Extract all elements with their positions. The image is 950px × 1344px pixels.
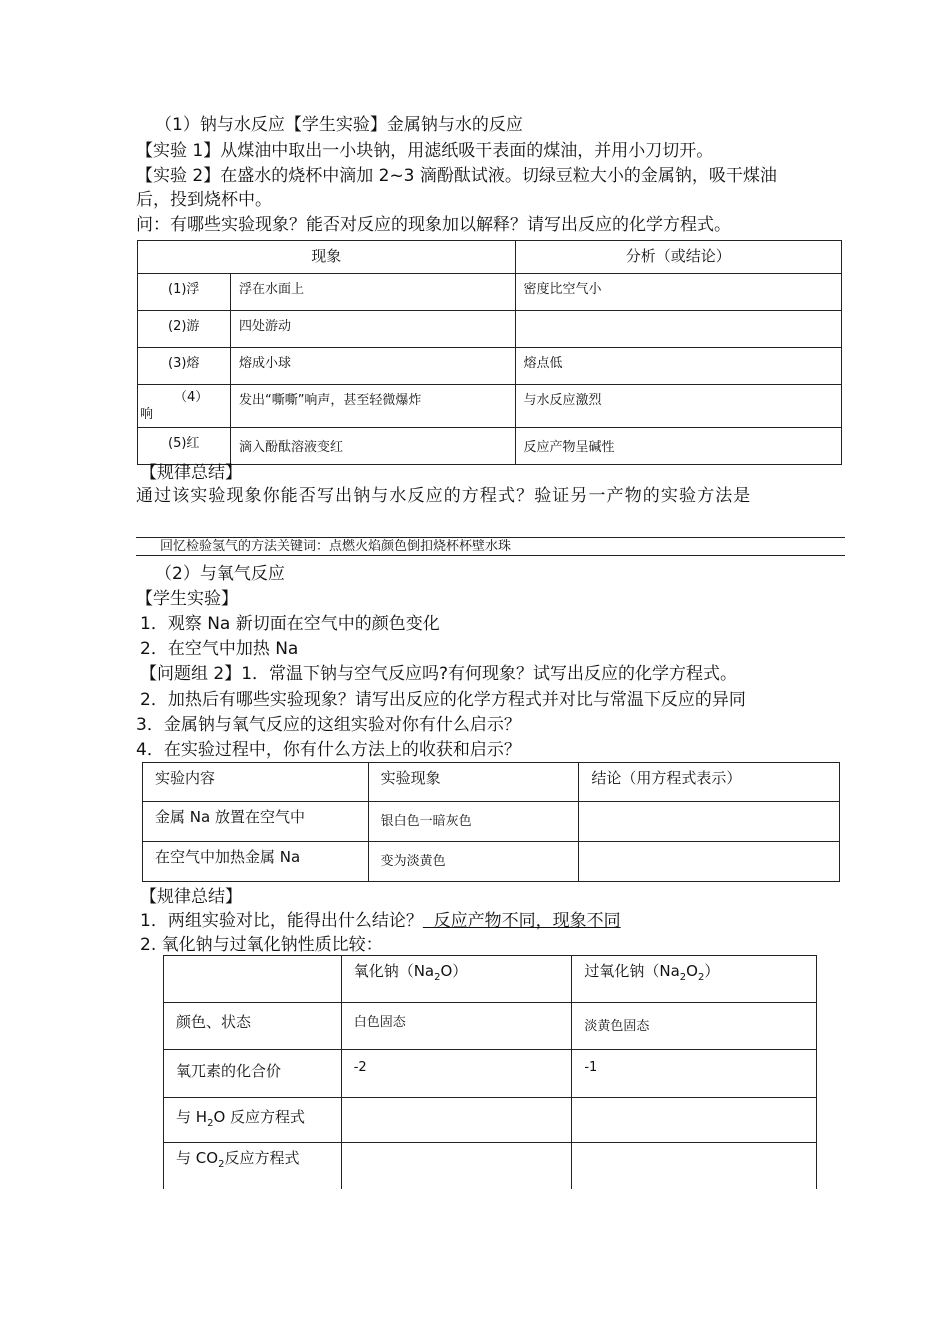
row-phenomenon: 发出“嘶嘶”响声，甚至轻微爆炸 — [230, 385, 515, 428]
row-color-na2o2: 淡黄色固态 — [572, 1003, 817, 1050]
row-valence-label: 氧兀素的化合价 — [164, 1050, 342, 1098]
row-label: (5)红 — [138, 428, 231, 465]
row-label-part-a: （4） — [174, 390, 209, 405]
compare-empty-header — [164, 956, 342, 1003]
row-h2o-label: 与 $H_2O$ 反应方程式 — [164, 1098, 342, 1143]
section1-title: （1）钠与水反应【学生实验】金属钠与水的反应 — [155, 115, 523, 135]
row-conclusion — [579, 802, 840, 842]
question-group2-q4: 4．在实验过程中，你有什么方法上的收获和启示？ — [136, 740, 521, 760]
row-color-label: 颜色、状态 — [164, 1003, 342, 1050]
experiment2-text-line2: 后，投到烧杯中。 — [136, 190, 272, 210]
row-co2-label: 与 $CO_2$反应方程式 — [164, 1143, 342, 1189]
row-h2o-na2o2 — [572, 1098, 817, 1143]
oxygen-experiment-table — [142, 762, 840, 882]
summary2-item1-answer: 反应产物不同，现象不同 — [422, 911, 621, 931]
row-phenomenon: 熔成小球 — [230, 348, 515, 385]
header-content: 实验内容 — [143, 763, 369, 802]
row-valence-na2o2: -1 — [572, 1050, 817, 1098]
row-analysis: 密度比空气小 — [515, 274, 842, 311]
summary1-title: 【规律总结】 — [140, 463, 242, 483]
row-co2-na2o — [341, 1143, 572, 1189]
row-h2o-na2o — [341, 1098, 572, 1143]
row-valence-na2o: -2 — [341, 1050, 572, 1098]
summary2-item2: 2. 氧化钠与过氧化钠性质比较： — [140, 935, 383, 955]
step2-text: 2．在空气中加热 Na — [140, 639, 299, 659]
question-group2-q3: 3．金属钠与氧气反应的这组实验对你有什么启示？ — [136, 715, 521, 735]
row-analysis: 熔点低 — [515, 348, 842, 385]
row-content: 在空气中加热金属 Na — [143, 842, 369, 882]
oxide-comparison-table — [163, 955, 817, 1189]
hydrogen-test-answer: 回忆检验氢气的方法关键词：点燃火焰颜色倒扣烧杯杯壁水珠 — [160, 539, 512, 554]
summary1-text: 通过该实验现象你能否写出钠与水反应的方程式？验证另一产物的实验方法是 — [136, 486, 752, 506]
row-analysis: 反应产物呈碱性 — [515, 428, 842, 465]
row-analysis: 与水反应激烈 — [515, 385, 842, 428]
header-phenomenon: 实验现象 — [368, 763, 579, 802]
row-label — [138, 385, 231, 428]
header-analysis: 分析（或结论） — [515, 241, 842, 274]
row-conclusion — [579, 842, 840, 882]
header-na2o: 氧化钠$(Na_2O)$ — [341, 956, 572, 1003]
row-phenomenon: 四处游动 — [230, 311, 515, 348]
row-phenomenon: 银白色一暗灰色 — [368, 802, 579, 842]
question-text: 问：有哪些实验现象？能否对反应的现象加以解释？请写出反应的化学方程式。 — [136, 215, 731, 235]
summary2-item1-question: 1．两组实验对比，能得出什么结论？ — [140, 911, 423, 931]
row-label: (2)游 — [138, 311, 231, 348]
header-na2o2: 过氧化钠$(Na_2O_2)$ — [572, 956, 817, 1003]
row-label: (1)浮 — [138, 274, 231, 311]
summary2-title: 【规律总结】 — [140, 887, 242, 907]
experiment1-text: 【实验 1】从煤油中取出一小块钠，用滤纸吸干表面的煤油，并用小刀切开。 — [136, 141, 714, 161]
student-experiment-label: 【学生实验】 — [136, 589, 238, 609]
row-co2-na2o2 — [572, 1143, 817, 1189]
row-label: (3)熔 — [138, 348, 231, 385]
row-color-na2o: 白色固态 — [341, 1003, 572, 1050]
summary2-item1 — [140, 909, 621, 933]
experiment2-text-line1: 【实验 2】在盛水的烧杯中滴加 2~3 滴酚酞试液。切绿豆粒大小的金属钠，吸干煤油 — [136, 166, 777, 186]
row-analysis — [515, 311, 842, 348]
row-phenomenon: 滴入酚酞溶液变红 — [230, 428, 515, 465]
answer-rule-bottom — [136, 555, 845, 556]
header-phenomenon: 现象 — [138, 241, 516, 274]
row-phenomenon: 浮在水面上 — [230, 274, 515, 311]
row-content: 金属 Na 放置在空气中 — [143, 802, 369, 842]
row-phenomenon: 变为淡黄色 — [368, 842, 579, 882]
row-label-part-b: 响 — [140, 407, 154, 422]
question-group2-q1: 【问题组 2】1．常温下钠与空气反应吗?有何现象？试写出反应的化学方程式。 — [140, 664, 738, 684]
header-conclusion: 结论（用方程式表示） — [579, 763, 840, 802]
question-group2-q2: 2．加热后有哪些实验现象？请写出反应的化学方程式并对比与常温下反应的异同 — [140, 690, 746, 710]
phenomena-table — [137, 240, 842, 465]
section2-title: （2）与氧气反应 — [155, 564, 285, 584]
step1-text: 1．观察 Na 新切面在空气中的颜色变化 — [140, 614, 440, 634]
